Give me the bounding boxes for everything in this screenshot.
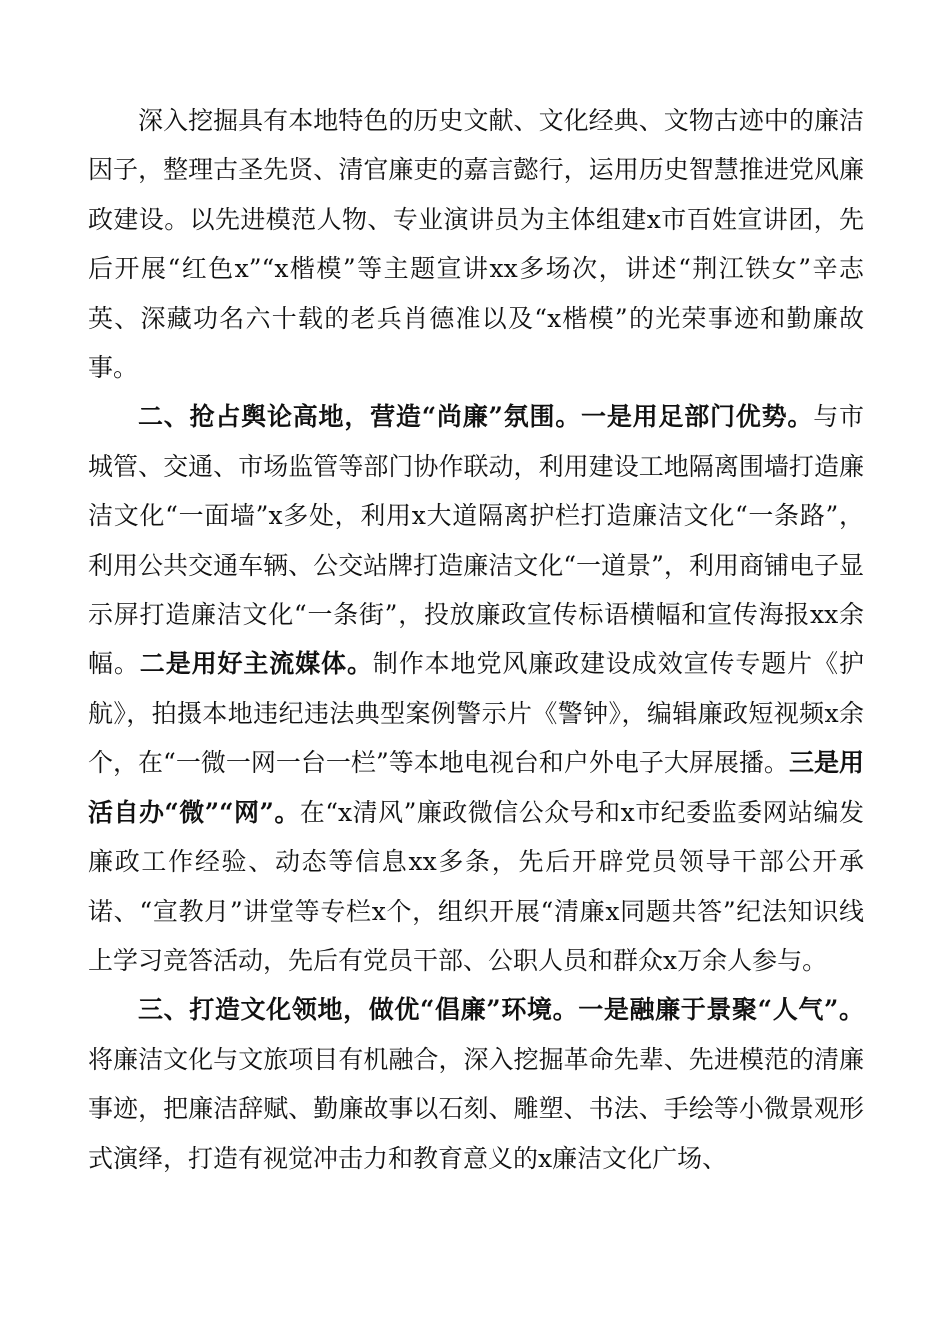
section-two-heading: 二、抢占舆论高地，营造“尚廉”氛围。一是用足部门优势。	[138, 402, 814, 432]
heritage-text: 深入挖掘具有本地特色的历史文献、文化经典、文物古迹中的廉洁因子，整理古圣先贤、清官廉吏的嘉言懿行，运用历史智慧推进党风廉政建设。以先进模范人物、专业演讲员为主体组建x市百姓宣讲团，先后开展“红色x”“x楷模”等主题宣讲xx多场次，讲述“荆江铁女”辛志英、深藏功名六十载的老兵肖德准以及“x楷模”的光荣事迹和勤廉故事。	[88, 106, 864, 383]
self-media-heading: 三是用活自办“微”“网”。	[88, 748, 864, 827]
department-advantage-text: 与市城管、交通、市场监管等部门协作联动，利用建设工地隔离围墙打造廉洁文化“一面墙”x多处，利用x大道隔离护栏打造廉洁文化“一条路”，利用公共交通车辆、公交站牌打造廉洁文化“一道景”，利用商铺电子显示屏打造廉洁文化“一条街”，投放廉政宣传标语横幅和宣传海报xx余幅。	[88, 402, 864, 679]
mainstream-media-text: 制作本地党风廉政建设成效宣传专题片《护航》，拍摄本地违纪违法典型案例警示片《警钟》，编辑廉政短视频x余个，在“一微一网一台一栏”等本地电视台和户外电子大屏展播。	[88, 649, 864, 778]
section-three-heading: 三、打造文化领地，做优“倡廉”环境。一是融廉于景聚“人气”。	[138, 995, 864, 1025]
paragraph-heritage	[88, 96, 864, 392]
document-page	[88, 96, 864, 1183]
paragraph-public-opinion	[88, 392, 864, 985]
paragraph-culture-territory	[88, 985, 864, 1183]
self-media-text: 在“x清风”廉政微信公众号和x市纪委监委网站编发廉政工作经验、动态等信息xx多条，先后开辟党员领导干部公开承诺、“宣教月”讲堂等专栏x个，组织开展“清廉x同题共答”纪法知识线上学习竞答活动，先后有党员干部、公职人员和群众x万余人参与。	[88, 797, 864, 975]
scenery-integration-text: 将廉洁文化与文旅项目有机融合，深入挖掘革命先辈、先进模范的清廉事迹，把廉洁辞赋、勤廉故事以石刻、雕塑、书法、手绘等小微景观形式演绎，打造有视觉冲击力和教育意义的x廉洁文化广场、	[88, 1044, 864, 1173]
mainstream-media-heading: 二是用好主流媒体。	[139, 649, 373, 679]
